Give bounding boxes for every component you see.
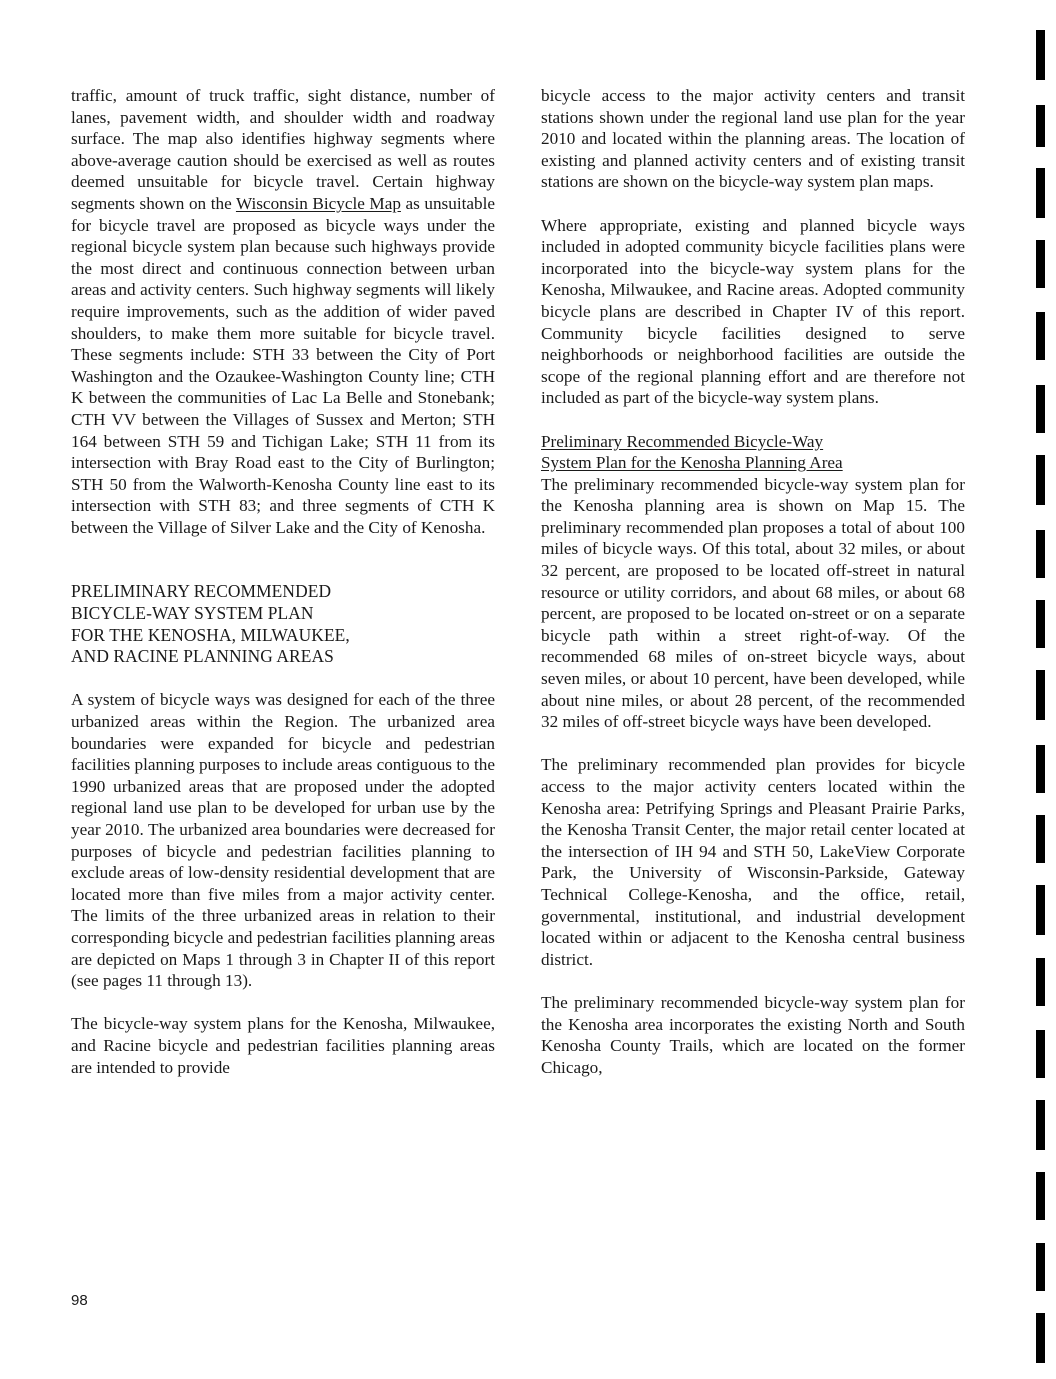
- right-column: [541, 85, 965, 1100]
- edge-mark: [1036, 168, 1045, 218]
- edge-mark: [1036, 240, 1045, 288]
- scan-edge-marks: [1036, 0, 1048, 1379]
- paragraph: Where appropriate, existing and planned bicycle ways included in adopted community bicycle facilities plans were incorporated into the bicycle-way system plans for the Kenosha, Milwaukee, and Racine areas. Adopted community bicycle plans are described in Chapter IV of this report. Community bicycle facilities designed to serve neighborhoods or neighborhood facilities are outside the scope of the regional planning effort and are therefore not included as part of the bicycle-way system plans.: [541, 215, 965, 408]
- page-number: 98: [71, 1292, 88, 1309]
- edge-mark: [1036, 385, 1045, 433]
- paragraph: The preliminary recommended bicycle-way system plan for the Kenosha planning area is shown on Map 15. The preliminary recommended plan proposes a total of about 100 miles of bicycle ways. Of this total, about 32 miles, or about 32 percent, are proposed to be located off-street in natural resource or utility corridors, and about 68 miles, or about 68 percent, are proposed to be located on-street or on a separate bicycle path within a street right-of-way. Of the recommended 68 miles of on-street bicycle ways, about seven miles, or about 10 percent, have been developed, while about nine miles, or about 28 percent, of the recommended 32 miles of off-street bicycle ways have been developed.: [541, 474, 965, 732]
- left-column: [71, 85, 495, 1100]
- edge-mark: [1036, 1030, 1045, 1078]
- edge-mark: [1036, 455, 1045, 505]
- edge-mark: [1036, 1243, 1045, 1291]
- edge-mark: [1036, 30, 1045, 80]
- edge-mark: [1036, 815, 1045, 863]
- map-title: Wisconsin Bicycle Map: [235, 193, 401, 213]
- paragraph: The preliminary recommended plan provides for bicycle access to the major activity centers located within the Kenosha area: Petrifying Springs and Pleasant Prairie Parks, the Kenosha Transit Center, the major retail center located at the intersection of IH 94 and STH 50, LakeView Corporate Park, the University of Wisconsin-Parkside, Gateway Technical College-Kenosha, and the office, retail, governmental, institutional, and industrial development located within or adjacent to the Kenosha central business district.: [541, 755, 965, 969]
- section-heading: PRELIMINARY RECOMMENDED BICYCLE-WAY SYSTEM PLAN FOR THE KENOSHA, MILWAUKEE, AND RACINE PLANNING AREAS: [71, 581, 350, 667]
- edge-mark: [1036, 745, 1045, 793]
- edge-mark: [1036, 530, 1045, 578]
- edge-mark: [1036, 105, 1045, 147]
- subsection-heading: Preliminary Recommended Bicycle-Way System Plan for the Kenosha Planning Area: [541, 431, 843, 473]
- paragraph: traffic, amount of truck traffic, sight distance, number of lanes, pavement width, and shoulder width and roadway surface. The map also identifies highway segments where above-average caution should be exercised as well as routes deemed unsuitable for bicycle travel. Certain highway segments shown on the Wisconsin Bicycle Map as unsuitable for bicycle travel are proposed as bicycle ways under the regional bicycle system plan because such highways provide the most direct and continuous connection between urban areas and activity centers. Such highway segments will likely require improvements, such as the addition of wider paved shoulders, to make them more suitable for bicycle travel. These segments include: STH 33 between the City of Port Washington and the Ozaukee-Washington County line; CTH K between the communities of Lac La Belle and Stonebank; CTH VV between the Villages of Sussex and Merton; STH 164 between STH 59 and Tichigan Lake; STH 11 from its intersection with Bray Road east to the City of Burlington; STH 50 from the Walworth-Kenosha County line east to its intersection with STH 83; and three segments of CTH K between the Village of Silver Lake and the City of Kenosha.: [71, 86, 495, 537]
- edge-mark: [1036, 958, 1045, 1006]
- edge-mark: [1036, 1100, 1045, 1150]
- edge-mark: [1036, 885, 1045, 935]
- paragraph: bicycle access to the major activity centers and transit stations shown under the regional land use plan for the year 2010 and located within the planning areas. The location of existing and planned activity centers and of existing transit stations are shown on the bicycle-way system plan maps.: [541, 86, 965, 192]
- edge-mark: [1036, 670, 1045, 720]
- paragraph: The bicycle-way system plans for the Kenosha, Milwaukee, and Racine bicycle and pedestrian facilities planning areas are intended to provide: [71, 1014, 495, 1077]
- edge-mark: [1036, 312, 1045, 360]
- edge-mark: [1036, 1172, 1045, 1220]
- paragraph: A system of bicycle ways was designed for each of the three urbanized areas within the Region. The urbanized area boundaries were expanded for bicycle and pedestrian facilities planning purposes to include areas contiguous to the 1990 urbanized areas that are proposed under the adopted regional land use plan to be developed for urban use by the year 2010. The urbanized area boundaries were decreased for purposes of bicycle and pedestrian facilities planning to exclude areas of low-density residential development that are located more than five miles from a major activity center. The limits of the three urbanized areas in relation to their corresponding bicycle and pedestrian facilities planning areas are depicted on Maps 1 through 3 in Chapter II of this report (see pages 11 through 13).: [71, 690, 495, 991]
- edge-mark: [1036, 1313, 1045, 1363]
- edge-mark: [1036, 600, 1045, 648]
- paragraph: The preliminary recommended bicycle-way system plan for the Kenosha area incorporates the existing North and South Kenosha County Trails, which are located on the former Chicago,: [541, 992, 965, 1077]
